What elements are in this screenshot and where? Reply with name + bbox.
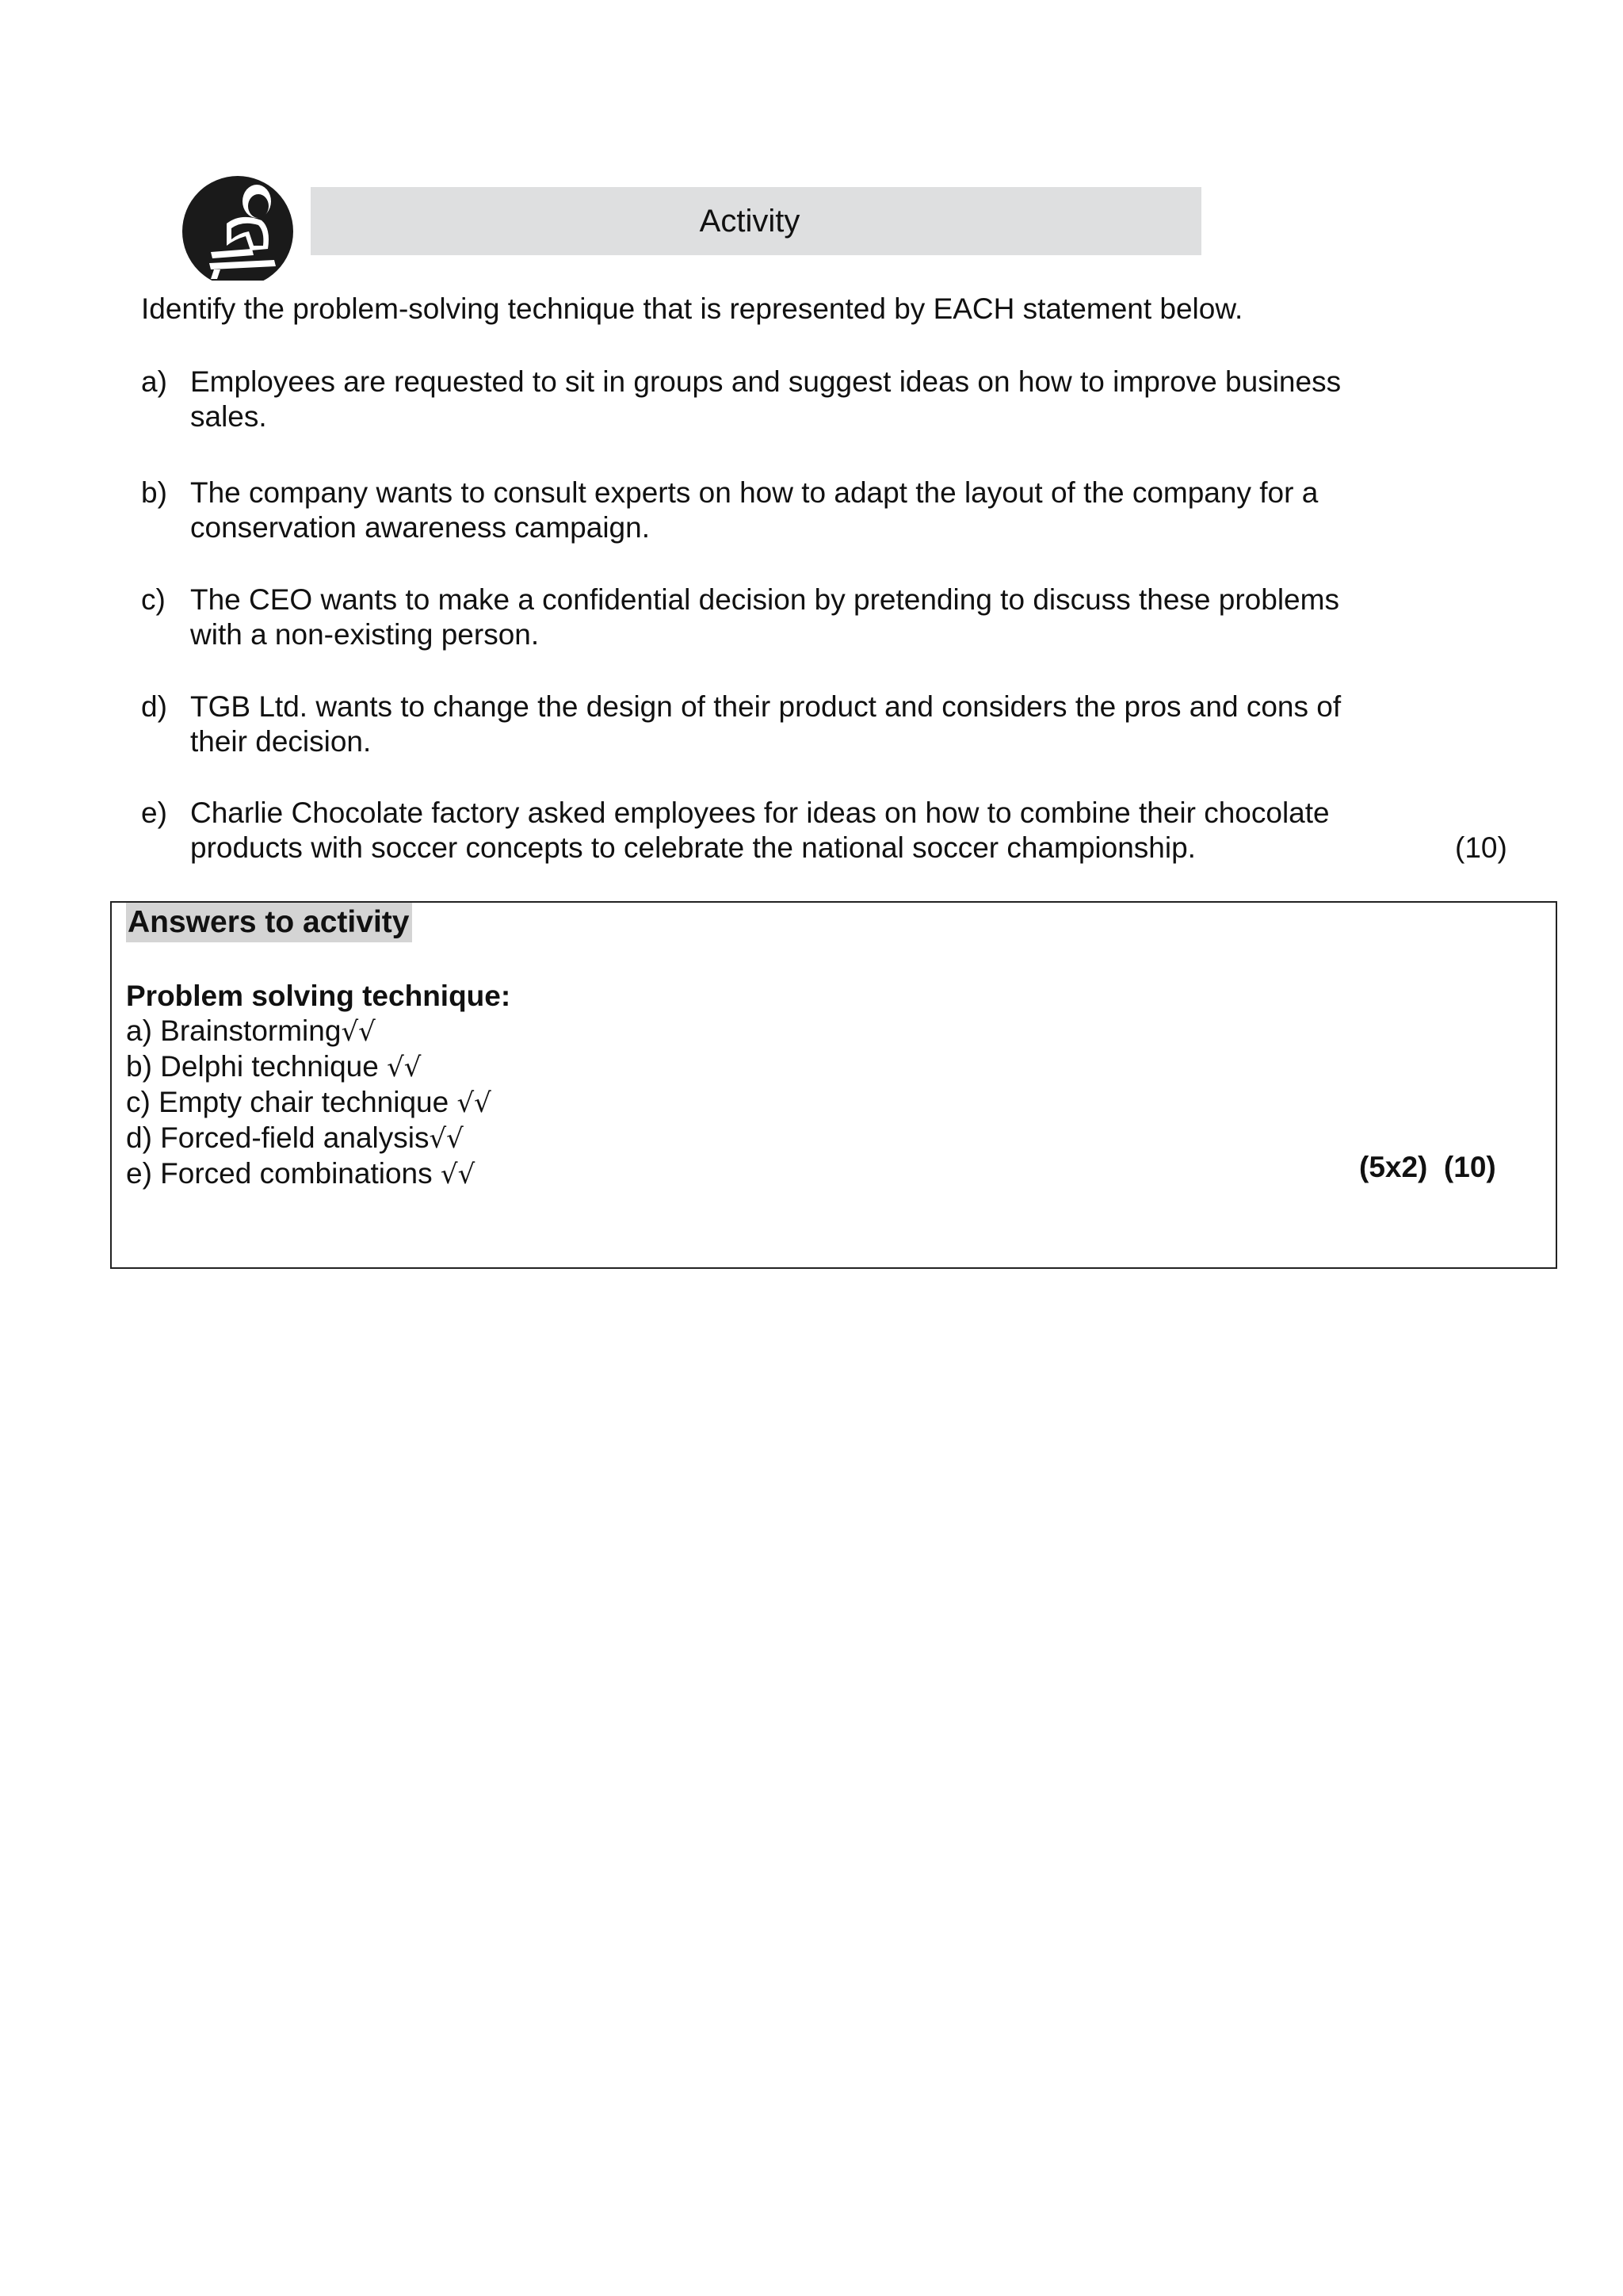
answer-text: c) Empty chair technique: [126, 1086, 457, 1118]
activity-banner: [311, 187, 1201, 255]
question-line: Employees are requested to sit in groups and suggest ideas on how to improve business: [190, 365, 1342, 398]
question-line: The CEO wants to make a confidential decision by pretending to discuss these problems: [190, 583, 1339, 616]
answer-text: a) Brainstorming: [126, 1014, 342, 1047]
question-line: Charlie Chocolate factory asked employees for ideas on how to combine their chocolate: [190, 797, 1330, 829]
answer-item: [126, 1121, 491, 1156]
question-letter: c): [141, 583, 166, 616]
question-text: [190, 796, 1537, 865]
question-line: sales.: [190, 400, 267, 433]
tick-marks: √√: [387, 1052, 422, 1083]
instruction-text: Identify the problem-solving technique that is represented by EACH statement below.: [141, 292, 1243, 325]
answer-heading: Answers to activity: [126, 903, 412, 942]
answer-marks: (5x2) (10): [1359, 1151, 1496, 1183]
question-text: [190, 476, 1537, 545]
question-text: [190, 365, 1537, 434]
question-line: with a non-existing person.: [190, 618, 540, 651]
tick-marks: √√: [341, 1016, 376, 1048]
answer-item: [126, 1156, 491, 1192]
answer-text: d) Forced-field analysis: [126, 1121, 430, 1154]
answer-list: [126, 1014, 491, 1192]
question-line: their decision.: [190, 725, 372, 758]
question-text: [190, 690, 1537, 759]
answer-text: e) Forced combinations: [126, 1157, 441, 1190]
answer-box: [110, 901, 1557, 1269]
question-letter: a): [141, 365, 167, 398]
person-writing-icon: [179, 173, 300, 281]
answer-item: [126, 1049, 491, 1085]
question-line: TGB Ltd. wants to change the design of their product and considers the pros and cons of: [190, 690, 1342, 723]
question-line: products with soccer concepts to celebrate the national soccer championship.: [190, 831, 1196, 864]
question-letter: b): [141, 476, 167, 509]
answer-item: [126, 1085, 491, 1121]
tick-marks: √√: [456, 1087, 491, 1119]
answer-subheading: Problem solving technique:: [126, 980, 511, 1012]
question-text: [190, 583, 1537, 652]
tick-marks: √√: [440, 1159, 475, 1190]
tick-marks: √√: [429, 1123, 464, 1155]
activity-title: Activity: [699, 203, 800, 239]
answer-text: b) Delphi technique: [126, 1050, 388, 1083]
question-letter: d): [141, 690, 167, 723]
answer-item: [126, 1014, 491, 1049]
question-marks: (10): [1455, 831, 1507, 864]
question-line: The company wants to consult experts on how to adapt the layout of the company for a: [190, 476, 1319, 509]
question-letter: e): [141, 797, 167, 829]
question-line: conservation awareness campaign.: [190, 511, 650, 544]
